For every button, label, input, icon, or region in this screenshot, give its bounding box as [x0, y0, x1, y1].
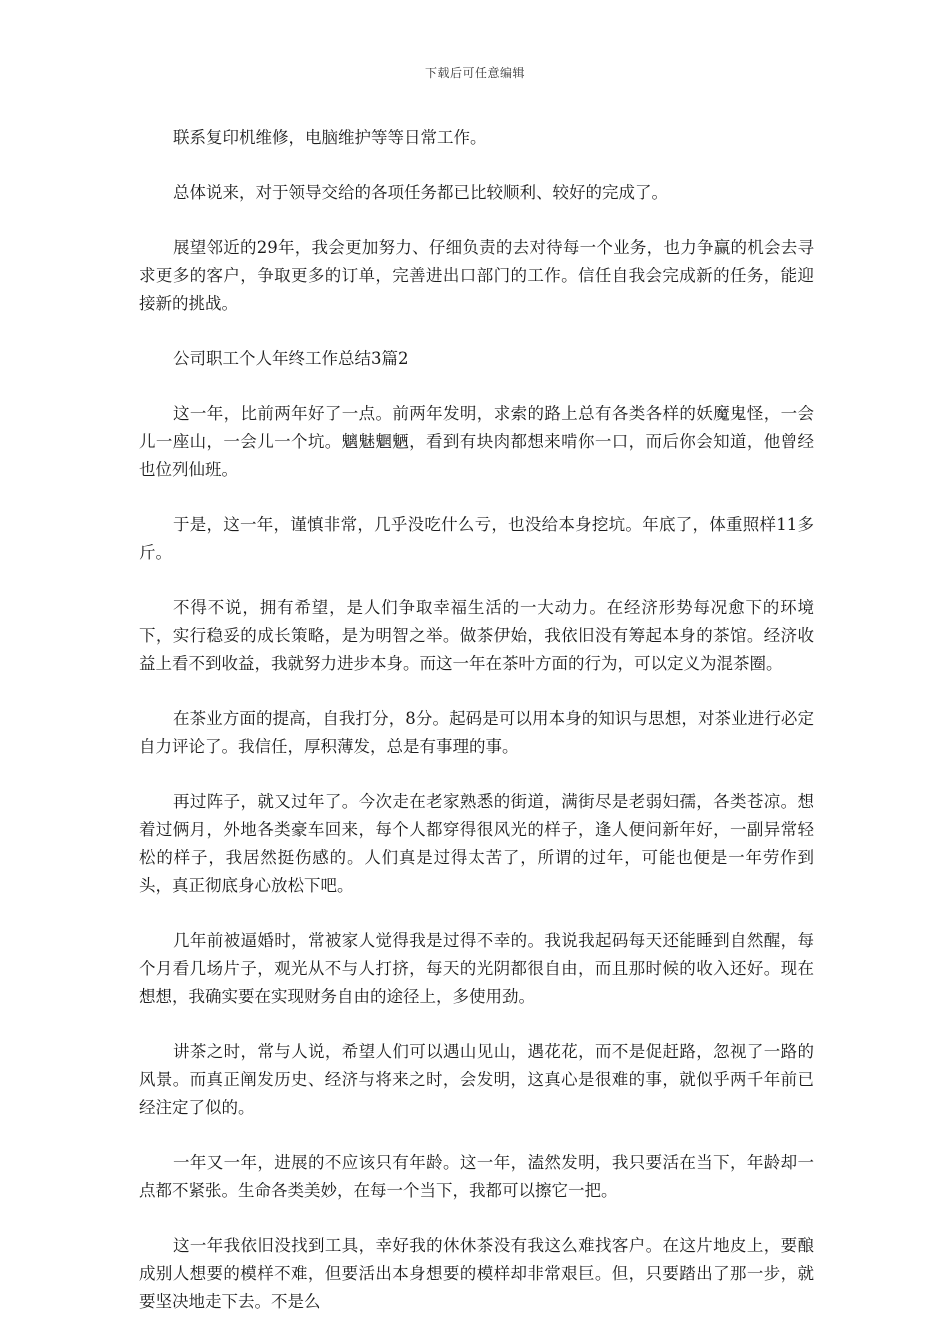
paragraph: 总体说来，对于领导交给的各项任务都已比较顺利、较好的完成了。: [173, 183, 668, 202]
paragraph: 不得不说，拥有希望，是人们争取幸福生活的一大动力。在经济形势每况愈下的环境下，实行稳妥的成长策略，是为明智之举。做茶伊始，我依旧没有筹起本身的茶馆。经济收益上看不到收益，我就努力进步本身。而这一年在茶叶方面的行为，可以定义为混茶圈。: [139, 598, 814, 673]
paragraph: 在茶业方面的提高，自我打分，8分。起码是可以用本身的知识与思想，对茶业进行必定自力评论了。我信任，厚积薄发，总是有事理的事。: [139, 709, 814, 756]
page-header: 下载后可任意编辑: [424, 66, 525, 80]
paragraph: 一年又一年，进展的不应该只有年龄。这一年，溘然发明，我只要活在当下，年龄却一点都不紧张。生命各类美妙，在每一个当下，我都可以擦它一把。: [139, 1153, 814, 1200]
paragraph: 于是，这一年，谨慎非常，几乎没吃什么亏，也没给本身挖坑。年底了，体重照样11多斤。: [139, 515, 814, 562]
paragraph: 这一年，比前两年好了一点。前两年发明，求索的路上总有各类各样的妖魔鬼怪，一会儿一座山，一会儿一个坑。魑魅魍魉，看到有块肉都想来啃你一口，而后你会知道，他曾经也位列仙班。: [139, 404, 814, 479]
paragraph: 这一年我依旧没找到工具，幸好我的休休茶没有我这么难找客户。在这片地皮上，要酿成别人想要的模样不难，但要活出本身想要的模样却非常艰巨。但，只要踏出了那一步，就要坚决地走下去。不是么: [139, 1236, 814, 1311]
paragraph: 几年前被逼婚时，常被家人觉得我是过得不幸的。我说我起码每天还能睡到自然醒，每个月看几场片子，观光从不与人打挤，每天的光阴都很自由，而且那时候的收入还好。现在想想，我确实要在实现财务自由的途径上，多使用劲。: [139, 931, 814, 1006]
paragraph: 展望邻近的29年，我会更加努力、仔细负责的去对待每一个业务，也力争赢的机会去寻求更多的客户，争取更多的订单，完善进出口部门的工作。信任自我会完成新的任务，能迎接新的挑战。: [139, 238, 814, 313]
document-body: [139, 124, 814, 1343]
paragraph: 讲茶之时，常与人说，希望人们可以遇山见山，遇花花，而不是促赶路，忽视了一路的风景。而真正阐发历史、经济与将来之时，会发明，这真心是很难的事，就似乎两千年前已经注定了似的。: [139, 1042, 814, 1117]
paragraph: 再过阵子，就又过年了。今次走在老家熟悉的街道，满街尽是老弱妇孺，各类苍凉。想着过俩月，外地各类豪车回来，每个人都穿得很风光的样子，逢人便问新年好，一副异常轻松的样子，我居然挺伤感的。人们真是过得太苦了，所谓的过年，可能也便是一年劳作到头，真正彻底身心放松下吧。: [139, 792, 814, 895]
section-heading: 公司职工个人年终工作总结3篇2: [173, 349, 409, 368]
paragraph: 联系复印机维修，电脑维护等等日常工作。: [173, 128, 487, 147]
